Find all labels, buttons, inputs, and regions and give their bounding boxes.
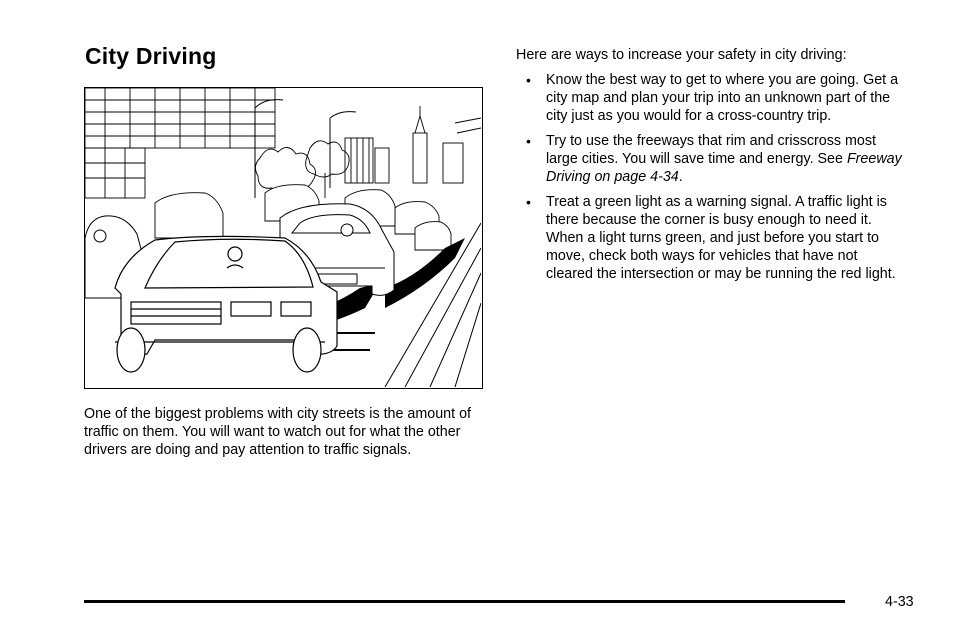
tip-text-end: . [678,169,683,185]
tip-text: Try to use the freeways that rim and crisscross most large cities. You will save time and energy. See [546,133,876,167]
list-item [516,193,906,283]
footer-rule [84,600,845,603]
bullet-icon: • [526,72,531,88]
list-item [516,132,906,186]
city-traffic-illustration [84,87,483,389]
section-title: City Driving [85,43,217,69]
main-car [115,236,337,372]
bullet-icon: • [526,194,531,210]
cross-reference-link[interactable]: Freeway Driving on page 4-34 [546,151,902,185]
page-number: 4-33 [885,594,914,610]
tip-text: Treat a green light as a warning signal. A traffic light is there because the corner is busy enough to need it. When a light turns green, and just before you start to move, check both ways for vehicles that have not cleared the intersection or may be running the red light. [546,194,896,282]
safety-tips-list [516,71,906,283]
tip-text: Know the best way to get to where you are going. Get a city map and plan your trip into an unknown part of the city just as you would for a cross-country trip. [546,72,899,124]
right-column [516,46,906,290]
safety-intro: Here are ways to increase your safety in city driving: [516,47,847,63]
buildings [85,88,481,198]
list-item [516,71,906,125]
intro-paragraph: One of the biggest problems with city streets is the amount of traffic on them. You will want to watch out for what the other drivers are doing and pay attention to traffic signals. [84,406,472,458]
bullet-icon: • [526,133,531,149]
